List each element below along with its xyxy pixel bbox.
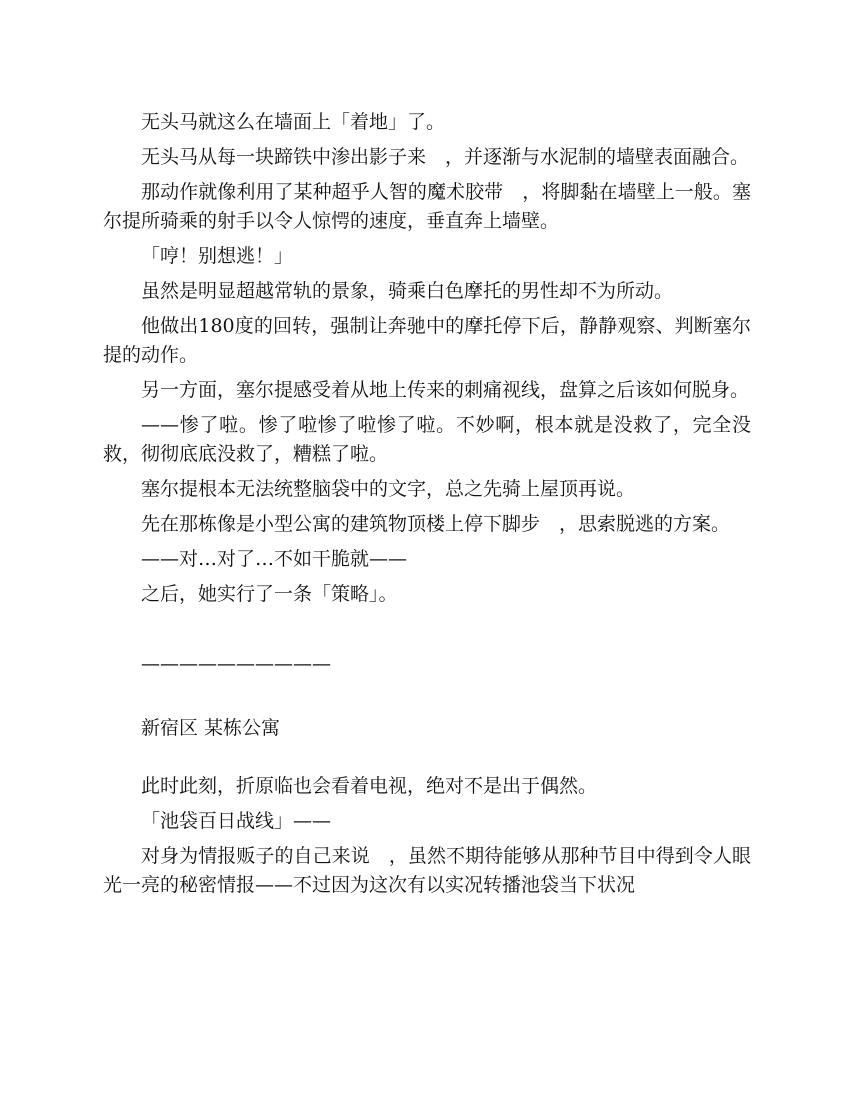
paragraph: 他做出180度的回转，强制让奔驰中的摩托停下后，静静观察、判断塞尔提的动作。 [103,315,751,366]
spacer [103,679,751,714]
paragraph: 那动作就像利用了某种超乎人智的魔术胶带 ，将脚黏在墙壁上一般。塞尔提所骑乘的射手以令人惊愕的速度，垂直奔上墙壁。 [103,181,751,232]
paragraph: 此时此刻，折原临也会看着电视，绝对不是出于偶然。 [141,775,598,797]
section-divider: —————————— [141,653,331,675]
paragraph: 另一方面，塞尔提感受着从地上传来的刺痛视线，盘算之后该如何脱身。 [141,379,750,401]
spacer [103,615,751,650]
paragraph: 「池袋百日战线」—— [141,810,332,832]
paragraph: 对身为情报贩子的自己来说 ，虽然不期待能够从那种节目中得到令人眼光一亮的秘密情报——不过因为这次有以实况转播池袋当下状况 [103,845,751,896]
paragraph: 无头马就这么在墙面上「着地」了。 [141,111,446,133]
paragraph: 之后，她实行了一条「策略」。 [141,583,398,605]
document-page [103,108,751,906]
scene-heading: 新宿区 某栋公寓 [141,717,281,739]
paragraph: 先在那栋像是小型公寓的建筑物顶楼上停下脚步 ，思索脱逃的方案。 [141,513,731,535]
paragraph: 无头马从每一块蹄铁中渗出影子来 ，并逐渐与水泥制的墙壁表面融合。 [141,146,750,168]
paragraph: ——惨了啦。惨了啦惨了啦惨了啦。不妙啊，根本就是没救了，完全没救，彻彻底底没救了，糟糕了啦。 [103,414,751,465]
spacer [103,749,751,772]
paragraph: 虽然是明显超越常轨的景象，骑乘白色摩托的男性却不为所动。 [141,280,674,302]
paragraph: 「哼！别想逃！」 [141,245,294,267]
paragraph: 塞尔提根本无法统整脑袋中的文字，总之先骑上屋顶再说。 [141,478,636,500]
paragraph: ——对…对了…不如干脆就—— [141,548,408,570]
